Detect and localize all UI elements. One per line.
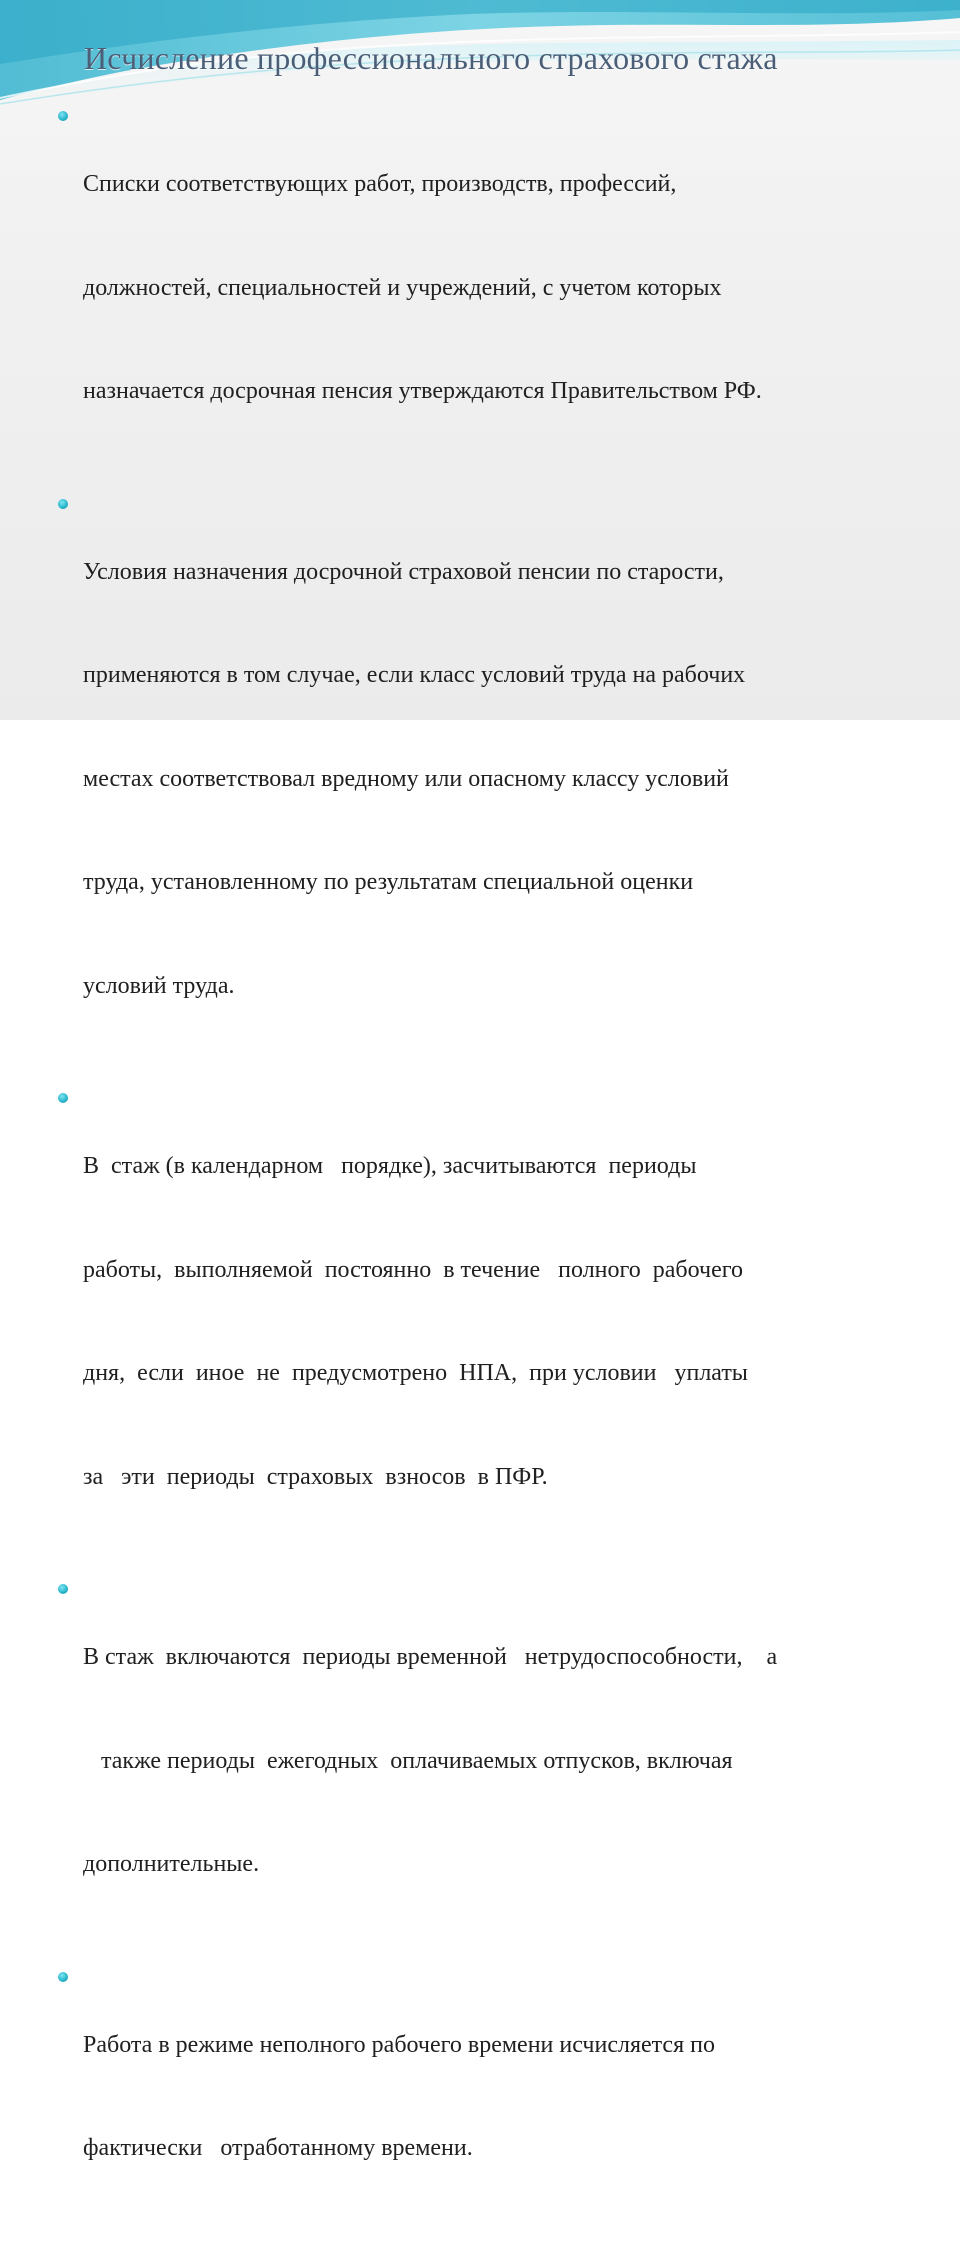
text-line: также периоды ежегодных оплачиваемых отпусков, включая — [83, 1747, 733, 1774]
text-line: условий труда. — [83, 972, 235, 999]
text-line: Списки соответствующих работ, производств, профессий, — [83, 171, 677, 197]
text-line: дня, если иное не предусмотрено НПА, при условии уплаты — [83, 1360, 748, 1386]
list-item — [52, 98, 912, 478]
text-line: применяются в том случае, если класс условий труда на рабочих — [83, 662, 746, 688]
text-line: В стаж включаются периоды временной нетрудоспособности, а — [83, 1644, 778, 1670]
list-item-text — [83, 1571, 912, 1951]
list-item-text — [83, 1959, 912, 2235]
bullet-list — [52, 98, 912, 2243]
text-line: Работа в режиме неполного рабочего времени исчисляется по — [83, 2031, 715, 2058]
list-item — [52, 1080, 912, 1563]
circle-bullet-icon — [58, 111, 68, 121]
text-line: за эти периоды страховых взносов в ПФР. — [83, 1463, 548, 1490]
circle-bullet-icon — [58, 1584, 68, 1594]
list-item-text — [83, 486, 912, 1073]
text-line: Условия назначения досрочной страховой пенсии по старости, — [83, 558, 724, 585]
list-item — [52, 486, 912, 1073]
text-line: фактически отработанному времени. — [83, 2135, 473, 2161]
text-line: дополнительные. — [83, 1851, 260, 1877]
list-item — [52, 1959, 912, 2235]
list-item — [52, 1571, 912, 1951]
text-line: должностей, специальностей и учреждений, с учетом которых — [83, 274, 722, 301]
circle-bullet-icon — [58, 1972, 68, 1982]
circle-bullet-icon — [58, 499, 68, 509]
list-item-text — [83, 1080, 912, 1563]
text-line: работы, выполняемой постоянно в течение полного рабочего — [83, 1256, 743, 1283]
text-line: В стаж (в календарном порядке), засчитываются периоды — [83, 1153, 697, 1179]
text-line: труда, установленному по результатам специальной оценки — [83, 869, 694, 895]
slide-title: Исчисление профессионального страхового стажа — [84, 40, 778, 76]
text-line: местах соответствовал вредному или опасному классу условий — [83, 765, 729, 792]
text-line: назначается досрочная пенсия утверждаются Правительством РФ. — [83, 378, 762, 404]
circle-bullet-icon — [58, 1093, 68, 1103]
list-item-text — [83, 98, 912, 478]
